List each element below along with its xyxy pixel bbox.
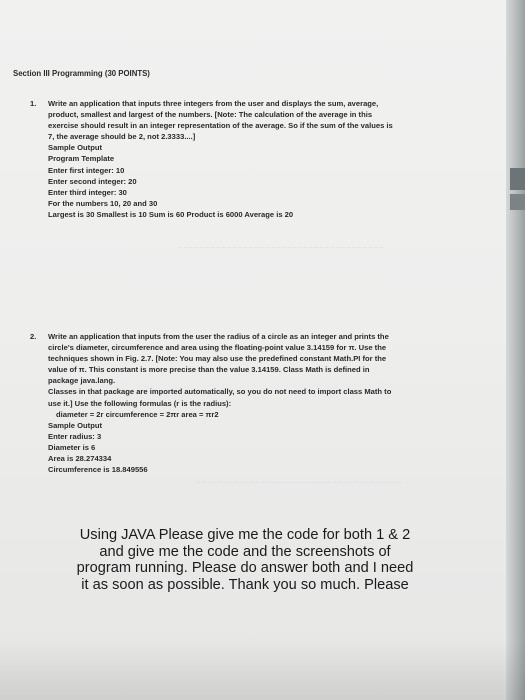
question-2-line: techniques shown in Fig. 2.7. [Note: You may also use the predefined constant Math.PI for the (48, 354, 387, 364)
question-1-number: 1. (30, 99, 37, 108)
bleed-through-text: ~~~~~~~~~~~~~~~~~~~~~~~~~~~~~~~~~~~~~~ (178, 243, 385, 252)
question-1-line: Write an application that inputs three integers from the user and displays the sum, average, (48, 99, 379, 108)
request-line: Using JAVA Please give me the code for both 1 & 2 (79, 527, 411, 543)
question-1-line: Enter first integer: 10 (48, 165, 125, 175)
question-1-line: Largest is 30 Smallest is 10 Sum is 60 Product is 6000 Average is 20 (48, 209, 294, 219)
handwritten-request-text (30, 527, 460, 593)
question-2-line: use it.] Use the following formulas (r is the radius): (48, 398, 232, 408)
question-1-line: 7, the average should be 2, not 2.3333....] (48, 132, 196, 142)
question-1-line: product, smallest and largest of the numbers. [Note: The calculation of the average in this (48, 110, 373, 120)
question-2-formulas: diameter = 2r circumference = 2πr area = πr2 (56, 409, 219, 419)
question-2-sample-output-heading: Sample Output (48, 420, 103, 430)
question-2-number: 2. (30, 332, 37, 341)
bleed-through-text: ~~~~~~~~~~~~~~~~~~~~~~~~~~~~~~~~~~~~~~ (196, 478, 403, 487)
question-1-line: For the numbers 10, 20 and 30 (48, 198, 158, 208)
binder-tab (510, 168, 525, 190)
binder-tab (510, 194, 525, 210)
question-1-line: Enter third integer: 30 (48, 187, 127, 197)
question-1-text (48, 98, 393, 220)
request-line: and give me the code and the screenshots of (99, 543, 391, 560)
question-1-line: exercise should result in an integer representation of the average. So if the sum of the values is (48, 121, 393, 131)
question-2-line: circle's diameter, circumference and area using the floating-point value 3.14159 for π. Use the (48, 343, 387, 353)
question-2-line: package java.lang. (48, 376, 116, 386)
question-2-line: Write an application that inputs from the user the radius of a circle as an integer and prints the (48, 332, 389, 341)
page-edge-shadow (506, 0, 525, 700)
question-2-line: Area is 28.274334 (48, 454, 112, 464)
question-1-line: Enter second integer: 20 (48, 176, 137, 186)
question-1-line: Program Template (48, 154, 115, 164)
question-2-line: Classes in that package are imported automatically, so you do not need to import class Math to (48, 387, 392, 397)
request-line: it as soon as possible. Thank you so much. Please (81, 576, 409, 593)
question-1-sample-output-heading: Sample Output (48, 143, 103, 153)
photo-shadow (0, 640, 525, 700)
section-title: Section III Programming (30 POINTS) (13, 69, 150, 78)
request-line: program running. Please do answer both and I need (76, 560, 414, 577)
question-2-text (48, 331, 391, 475)
question-2-line: Diameter is 6 (48, 442, 96, 452)
question-2-line: Circumference is 18.849556 (48, 465, 148, 475)
question-2-line: value of π. This constant is more precise than the value 3.14159. Class Math is defined in (48, 365, 370, 375)
question-2-line: Enter radius: 3 (48, 431, 102, 441)
